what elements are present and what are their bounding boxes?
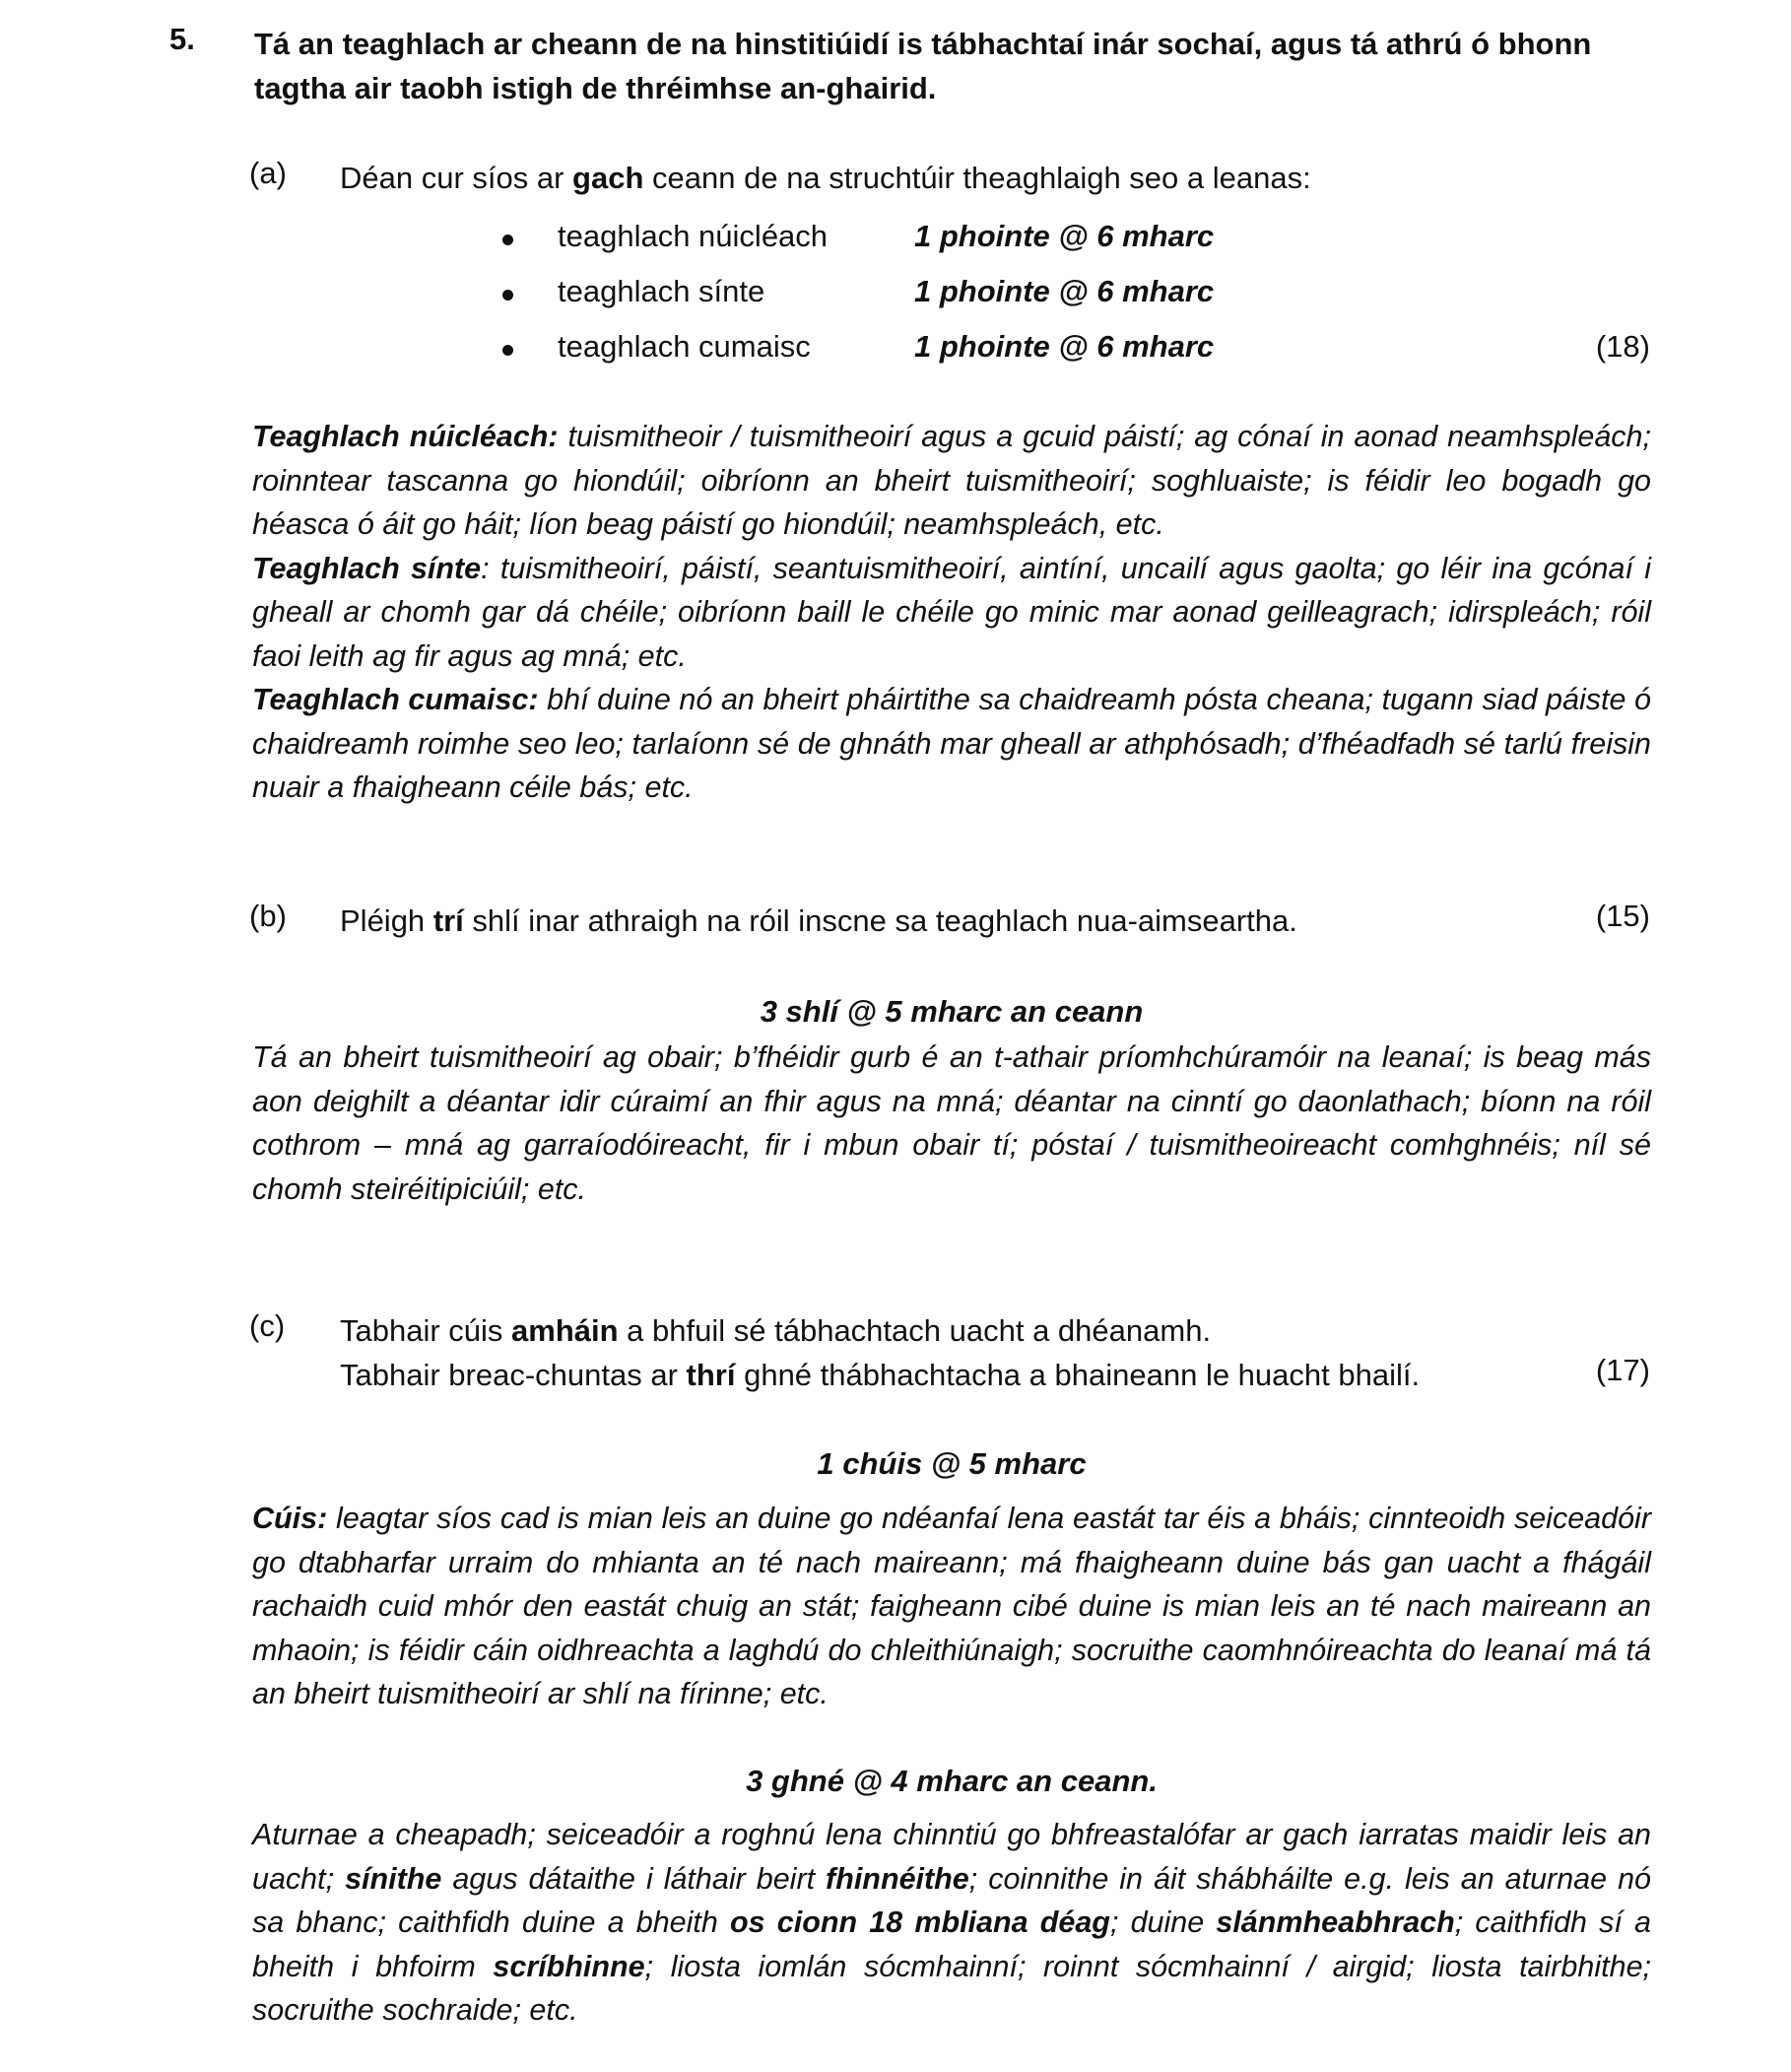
part-a-prompt-post: ceann de na struchtúir theaghlaigh seo a leanas: — [643, 161, 1311, 195]
part-b-marks: (15) — [1595, 899, 1650, 933]
answer-text: bhí duine nó an bheirt pháirtithe sa chaidreamh pósta cheana; tugann siad páiste ó chaidreamh roimhe seo leo; tarlaíonn sé de ghnáth mar gheall ar athphósadh; d’fhéadfadh sé tarlú freisin nuair a fhaigheann céile bás; etc. — [252, 683, 1652, 804]
part-c-prompt — [340, 1308, 1420, 1397]
answer-features — [252, 1813, 1651, 2033]
answer-reason — [252, 1497, 1651, 1716]
answer-label: Teaghlach sínte — [252, 551, 482, 585]
answer-label: Teaghlach núicléach: — [252, 420, 559, 453]
part-c-line-1-post: a bhfuil sé tábhachtach uacht a dhéanamh. — [618, 1313, 1212, 1348]
answer-text: Aturnae a cheapadh; seiceadóir a roghnú lena chinntiú go bhfreastalófar ar gach iarratas maidir leis an uacht; — [252, 1818, 1651, 1896]
answer-emphasis: sínithe — [345, 1861, 442, 1896]
part-b-prompt-bold: trí — [432, 903, 464, 938]
answer-emphasis: os cionn 18 mbliana déag — [730, 1905, 1110, 1939]
answer-blended-family — [252, 678, 1651, 810]
part-c-scheme-1: 1 chúis @ 5 mharc — [817, 1446, 1087, 1481]
part-b-scheme: 3 shlí @ 5 mharc an ceann — [760, 994, 1144, 1029]
bullet-label: teaghlach núicléach — [558, 219, 829, 253]
bullet-label: teaghlach cumaisc — [558, 329, 811, 364]
part-c-line-2-pre: Tabhair breac-chuntas ar — [340, 1358, 687, 1392]
answer-emphasis: slánmheabhrach — [1216, 1905, 1455, 1939]
bullet-icon — [502, 290, 513, 301]
part-a-prompt-pre: Déan cur síos ar — [340, 161, 573, 195]
part-c-line-2-bold: thrí — [686, 1358, 736, 1392]
part-c-line-1-pre: Tabhair cúis — [340, 1313, 512, 1348]
part-a-marks: (18) — [1595, 329, 1650, 364]
part-c-line-2 — [340, 1353, 1420, 1397]
part-c-line-1-bold: amháin — [511, 1313, 619, 1348]
part-c-answer-2 — [252, 1813, 1651, 2033]
answer-emphasis: scríbhinne — [493, 1949, 645, 1983]
answer-text: leagtar síos cad is mian leis an duine go ndéanfaí lena eastát tar éis a bháis; cinnteoidh seiceadóir go dtabharfar urraim do mhianta an té nach maireann; má fhaigheann duine bás gan uacht a fhágáil rachaidh cuid mhór den eastát chuig an stát; faigheann cibé duine is mian leis an té nach maireann an mhaoin; is féidir cáin oidhreachta a laghdú do chleithiúnaigh; socruithe caomhnóireachta do leanaí má tá an bheirt tuismitheoirí ar shlí na fírinne; etc. — [252, 1502, 1651, 1710]
answer-label: Teaghlach cumaisc: — [252, 683, 539, 716]
part-a-prompt — [340, 156, 1311, 200]
bullet-label: teaghlach sínte — [558, 274, 765, 308]
part-a-prompt-bold: gach — [572, 161, 644, 195]
part-c-answer-1 — [252, 1497, 1651, 1716]
part-c-marks: (17) — [1595, 1353, 1650, 1387]
answer-text: Tá an bheirt tuismitheoirí ag obair; b’fhéidir gurb é an t-athair príomhchúramóir na leanaí; is beag más aon deighilt a déantar idir cúraimí an fhir agus na mná; déantar na cinntí go daonlathach; bíonn na róil cothrom – mná ag garraíodóireacht, fir i mbun obair tí; póstaí / tuismitheoireacht comhghnéis; níl sé chomh steiréitipiciúil; etc. — [252, 1040, 1651, 1206]
bullet-marks: 1 phointe @ 6 mharc — [914, 219, 1215, 253]
part-b-prompt-post: shlí inar athraigh na róil inscne sa teaghlach nua-aimseartha. — [463, 903, 1297, 938]
question-text: Tá an teaghlach ar cheann de na hinstitiúidí is tábhachtaí inár sochaí, agus tá athrú ó bhonn tagtha air taobh istigh de thréimhse an-ghairid. — [254, 27, 1592, 105]
answer-emphasis: fhinnéithe — [826, 1861, 969, 1896]
answer-text: ; liosta iomlán sócmhainní; roinnt sócmhainní / airgid; liosta tairbhithe; socruithe sochraide; etc. — [252, 1949, 1652, 2027]
question-number: 5. — [169, 22, 195, 56]
answer-text: ; caithfidh sí a bheith i bhfoirm — [252, 1905, 1651, 1983]
part-a-answer — [252, 415, 1651, 810]
part-c-line-2-post: ghné thábhachtacha a bhaineann le huacht bhailí. — [735, 1358, 1421, 1392]
bullet-marks: 1 phointe @ 6 mharc — [914, 274, 1215, 308]
part-b-answer — [252, 1036, 1651, 1211]
answer-label: Cúis: — [252, 1502, 328, 1535]
answer-text: ; duine — [1109, 1905, 1217, 1939]
bullet-icon — [502, 345, 513, 356]
answer-text: tuismitheoir / tuismitheoirí agus a gcuid páistí; ag cónaí in aonad neamhspleách; roinntear tascanna go hiondúil; oibríonn an bheirt tuismitheoirí; soghluaiste; is féidir leo bogadh go héasca ó áit go háit; líon beag páistí go hiondúil; neamhspleách, etc. — [252, 420, 1651, 541]
answer-nuclear-family — [252, 415, 1651, 547]
part-b-letter: (b) — [249, 899, 287, 933]
answer-text: : tuismitheoirí, páistí, seantuismitheoirí, aintíní, uncailí agus gaolta; go léir ina gcónaí i ghеall ar chomh gar dá chéile; oibríonn baill le chéile go minic mar aonad geilleagrach; idirspleách; róil faoi leith ag fir agus ag mná; etc. — [252, 551, 1651, 673]
part-a-letter: (a) — [249, 156, 287, 190]
part-c-line-1 — [340, 1308, 1420, 1353]
bullet-marks: 1 phointe @ 6 mharc — [914, 329, 1215, 364]
part-c-scheme-2: 3 ghné @ 4 mharc an ceann. — [746, 1764, 1158, 1798]
answer-text: agus dátaithe i láthair beirt — [441, 1861, 827, 1896]
answer-extended-family — [252, 547, 1651, 679]
bullet-icon — [502, 234, 513, 245]
part-c-letter: (c) — [249, 1308, 286, 1343]
answer-text: ; coinnithe in áit shábháilte e.g. leis an aturnae nó sa bhanc; caithfidh duine a bheith — [252, 1861, 1652, 1939]
part-b-prompt — [340, 899, 1297, 943]
part-b-prompt-pre: Pléigh — [340, 903, 433, 938]
